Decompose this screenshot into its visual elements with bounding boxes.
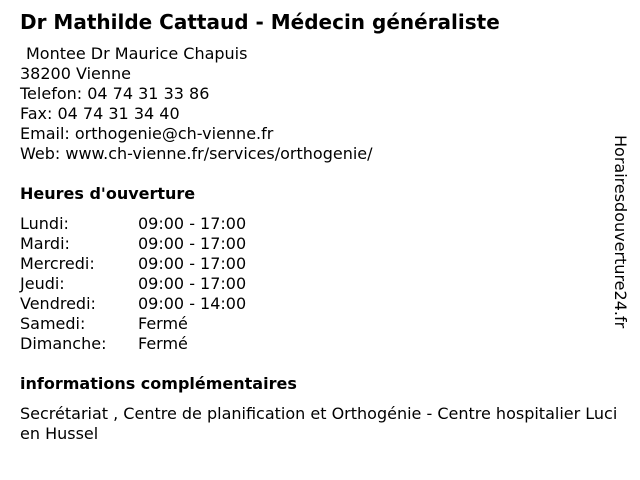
hours-time: 09:00 - 17:00	[138, 254, 247, 273]
hours-table	[20, 214, 246, 354]
web-line: Web: www.ch-vienne.fr/services/orthogenie/	[20, 144, 373, 163]
hours-day: Mardi:	[20, 234, 70, 253]
hours-time: Fermé	[138, 334, 188, 353]
email-line: Email: orthogenie@ch-vienne.fr	[20, 124, 274, 143]
hours-row-friday	[20, 294, 246, 314]
hours-row-sunday	[20, 334, 246, 354]
hours-heading: Heures d'ouverture	[20, 184, 196, 203]
hours-day: Samedi:	[20, 314, 86, 333]
hours-time: 09:00 - 17:00	[138, 274, 247, 293]
watermark-text: Horairesdouverture24.fr	[611, 135, 630, 329]
hours-day: Dimanche:	[20, 334, 107, 353]
contact-block	[20, 44, 373, 164]
phone-line: Telefon: 04 74 31 33 86	[20, 84, 210, 103]
hours-time: 09:00 - 17:00	[138, 214, 247, 233]
city-line: 38200 Vienne	[20, 64, 131, 83]
hours-day: Lundi:	[20, 214, 69, 233]
hours-time: 09:00 - 17:00	[138, 234, 247, 253]
fax-line: Fax: 04 74 31 34 40	[20, 104, 180, 123]
hours-row-monday	[20, 214, 246, 234]
hours-row-thursday	[20, 274, 246, 294]
hours-day: Vendredi:	[20, 294, 96, 313]
info-text: Secrétariat , Centre de planification et Orthogénie - Centre hospitalier Lucien Hussel	[20, 404, 618, 443]
hours-time: 09:00 - 14:00	[138, 294, 247, 313]
hours-row-wednesday	[20, 254, 246, 274]
info-heading: informations complémentaires	[20, 374, 297, 393]
street-address: Montee Dr Maurice Chapuis	[26, 44, 248, 63]
hours-row-tuesday	[20, 234, 246, 254]
hours-day: Jeudi:	[20, 274, 65, 293]
page-title: Dr Mathilde Cattaud - Médecin généraliste	[20, 10, 500, 34]
hours-day: Mercredi:	[20, 254, 95, 273]
hours-time: Fermé	[138, 314, 188, 333]
hours-row-saturday	[20, 314, 246, 334]
watermark	[612, 135, 636, 345]
